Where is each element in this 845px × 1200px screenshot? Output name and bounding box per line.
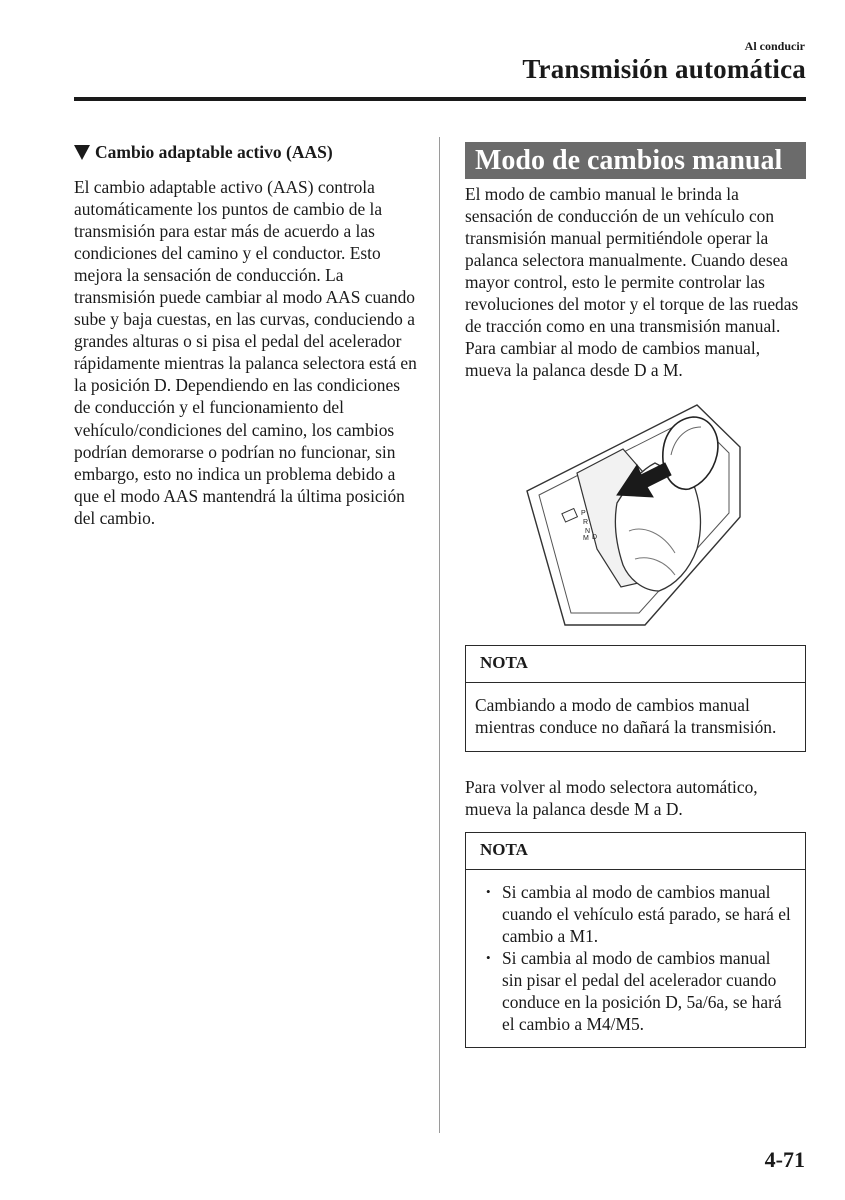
right-column bbox=[465, 142, 806, 1048]
note-2-body bbox=[466, 870, 805, 1047]
note-2-heading: NOTA bbox=[466, 833, 805, 870]
gear-label-r: R bbox=[583, 519, 589, 527]
page-title: Transmisión automática bbox=[522, 54, 806, 84]
shift-lever-figure bbox=[465, 399, 806, 631]
shift-lever-illustration bbox=[525, 399, 745, 631]
aas-subheading-text: Cambio adaptable activo (AAS) bbox=[95, 142, 333, 162]
chapter-label: Al conducir bbox=[744, 39, 805, 53]
gear-label-d: D bbox=[592, 534, 598, 542]
gear-label-p: P bbox=[581, 510, 586, 518]
header-rule bbox=[74, 97, 806, 101]
aas-paragraph: El cambio adaptable activo (AAS) controla automáticamente los puntos de cambio de la transmisión para estar más de acuerdo a las condiciones del camino y el conductor. Esto mejora la sensación de conducción. La transmisión puede cambiar al modo AAS cuando sube y baja cuestas, en las curvas, conduciendo a grandes alturas o si pisa el pedal del acelerador rápidamente mientras la palanca selectora está en la posición D. Dependiendo en las condiciones de conducción y el funcionamiento del vehículo/condiciones del camino, los cambios podrían demorarse o podrían no funcionar, sin embargo, esto no indica un problema debido a que el modo AAS mantendrá la última posición del cambio. bbox=[74, 177, 417, 528]
note-1-text: Cambiando a modo de cambios manual mientras conduce no dañará la transmisión. bbox=[475, 695, 777, 738]
note-1-heading: NOTA bbox=[466, 646, 805, 683]
return-instruction: Para volver al modo selectora automático, mueva la palanca desde M a D. bbox=[465, 776, 758, 819]
manual-mode-banner: Modo de cambios manual bbox=[465, 142, 806, 179]
triangle-down-icon bbox=[74, 145, 90, 160]
list-item: • Si cambia al modo de cambios manual sin pisar el pedal del acelerador cuando conduce en la posición D, 5a/6a, se hará el cambio a M4/M5. bbox=[477, 947, 795, 1035]
note-2-list bbox=[477, 881, 795, 1035]
manual-mode-intro: El modo de cambio manual le brinda la sensación de conducción de un vehículo con transmisión manual permitiéndole operar la palanca selectora manualmente. Cuando desea mayor control, esto le permite controlar las revoluciones del motor y el torque de las ruedas de tracción como en una transmisión manual. Para cambiar al modo de cambios manual, mueva la palanca desde D a M. bbox=[465, 184, 799, 381]
gear-label-m: M bbox=[583, 535, 589, 543]
note-box-2 bbox=[465, 832, 806, 1048]
left-column bbox=[74, 142, 419, 529]
aas-subheading bbox=[74, 142, 419, 163]
note-box-1 bbox=[465, 645, 806, 751]
gear-label-n: N bbox=[585, 528, 591, 536]
page-number: 4-71 bbox=[764, 1147, 805, 1172]
column-divider bbox=[439, 137, 440, 1133]
list-item: • Si cambia al modo de cambios manual cuando el vehículo está parado, se hará el cambio a M1. bbox=[477, 881, 795, 947]
